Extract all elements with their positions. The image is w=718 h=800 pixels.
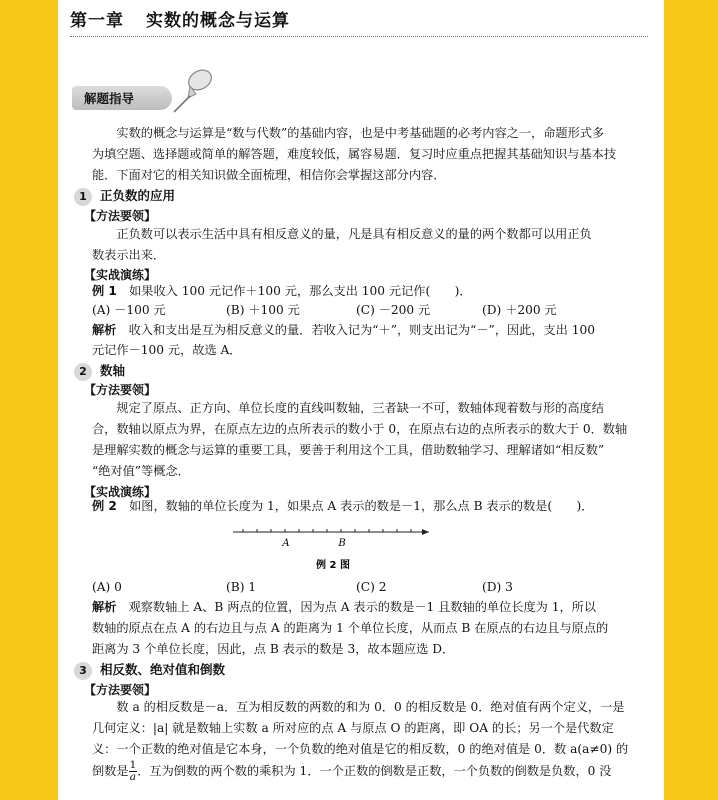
answer-label: 解析 [92,323,117,337]
intro-line-1: 实数的概念与运算是“数与代数”的基础内容，也是中考基础题的必考内容之一，命题形式多 [116,126,605,140]
method-line-4: “绝对值”等概念． [92,464,190,478]
option-a: (A) －100 元 [92,303,166,317]
method-line-2: 数表示出来． [92,248,166,262]
section-title: 正负数的应用 [100,188,176,203]
chapter-number: 第一章 [70,11,124,31]
example-label: 例 1 [92,284,117,298]
method-line-4 [92,760,644,783]
option-d: (D) 3 [482,580,513,594]
guide-label: 解题指导 [84,91,135,106]
answer-text: 收入和支出是互为相反意义的量．若收入记为“＋”，则支出记为“－”，因此，支出 100 [128,323,595,337]
method-label: 【方法要领】 [84,209,157,223]
option-d: (D) ＋200 元 [482,303,557,317]
option-a: (A) 0 [92,580,122,594]
example-text: 如图，数轴的单位长度为 1，如果点 A 表示的数是－1，那么点 B 表示的数是( )． [129,499,594,513]
method-line-1: 正负数可以表示生活中具有相反意义的量，凡是具有相反意义的量的两个数都可以用正负 [116,227,592,241]
practice-label: 【实战演练】 [84,268,157,282]
section-title: 数轴 [100,363,126,378]
book-page [58,0,664,800]
option-b: (B) 1 [226,580,257,594]
option-c: (C) －200 元 [356,303,431,317]
section-3-heading [74,660,225,680]
option-c: (C) 2 [356,580,387,594]
text-fragment: 倒数是 [92,764,129,778]
method-line-1: 规定了原点、正方向、单位长度的直线叫数轴，三者缺一不可，数轴体现着数与形的高度结 [116,401,604,415]
answer-line-1 [92,597,644,619]
fraction-one-over-a [129,760,138,783]
method-line-2: 合，数轴以原点为界，在原点左边的点所表示的数小于 0，在原点右边的点所表示的数大于 0．数轴 [92,422,628,436]
fraction-denominator: a [129,771,137,783]
point-b-label: B [338,538,346,549]
answer-line-2: 数轴的原点在点 A 的右边且与点 A 的距离为 1 个单位长度，从而点 B 在原点的右边且与原点的 [92,621,609,635]
chapter-title: 实数的概念与运算 [146,11,290,31]
method-line-2: 几何定义：|a| 就是数轴上实数 a 所对应的点 A 与原点 O 的距离，即 OA 的长；另一个是代数定 [92,721,614,735]
section-number-badge: 1 [74,188,92,206]
option-b: (B) ＋100 元 [226,303,300,317]
method-line-3: 义：一个正数的绝对值是它本身，一个负数的绝对值是它的相反数，0 的绝对值是 0．数 a(a≠0) 的 [92,742,629,756]
practice-label: 【实战演练】 [84,485,157,499]
section-title: 相反数、绝对值和倒数 [100,662,226,677]
answer-line-2: 元记作－100 元，故选 A． [92,343,242,357]
method-line-3: 是理解实数的概念与运算的重要工具，要善于利用这个工具，借助数轴学习、理解诸如“相反数” [92,443,605,457]
figure-caption: 例 2 图 [316,560,350,571]
fraction-numerator: 1 [129,759,137,771]
point-a-label: A [282,538,290,549]
answer-line-3: 距离为 3 个单位长度，因此，点 B 表示的数是 3，故本题应选 D． [92,642,455,656]
example-label: 例 2 [92,499,117,513]
section-number-badge: 3 [74,662,92,680]
intro-line-3: 能．下面对它的相关知识做全面梳理，相信你会掌握这部分内容． [92,168,446,182]
method-label: 【方法要领】 [84,683,157,697]
example-text: 如果收入 100 元记作＋100 元，那么支出 100 元记作( )． [129,284,472,298]
intro-line-2: 为填空题、选择题或简单的解答题，难度较低，属容易题．复习时应重点把握其基础知识与基本技 [92,147,617,161]
text-fragment: ．互为倒数的两个数的乘积为 1．一个正数的倒数是正数，一个负数的倒数是负数，0 没 [137,764,612,778]
content-area-lower [79,0,644,800]
method-line-1: 数 a 的相反数是－a．互为相反数的两数的和为 0．0 的相反数是 0．绝对值有两个定义，一是 [116,700,625,714]
answer-text: 观察数轴上 A、B 两点的位置，因为点 A 表示的数是－1 且数轴的单位长度为 1，所以 [128,600,597,614]
answer-label: 解析 [92,600,117,614]
section-number-badge: 2 [74,363,92,381]
method-label: 【方法要领】 [84,383,157,397]
